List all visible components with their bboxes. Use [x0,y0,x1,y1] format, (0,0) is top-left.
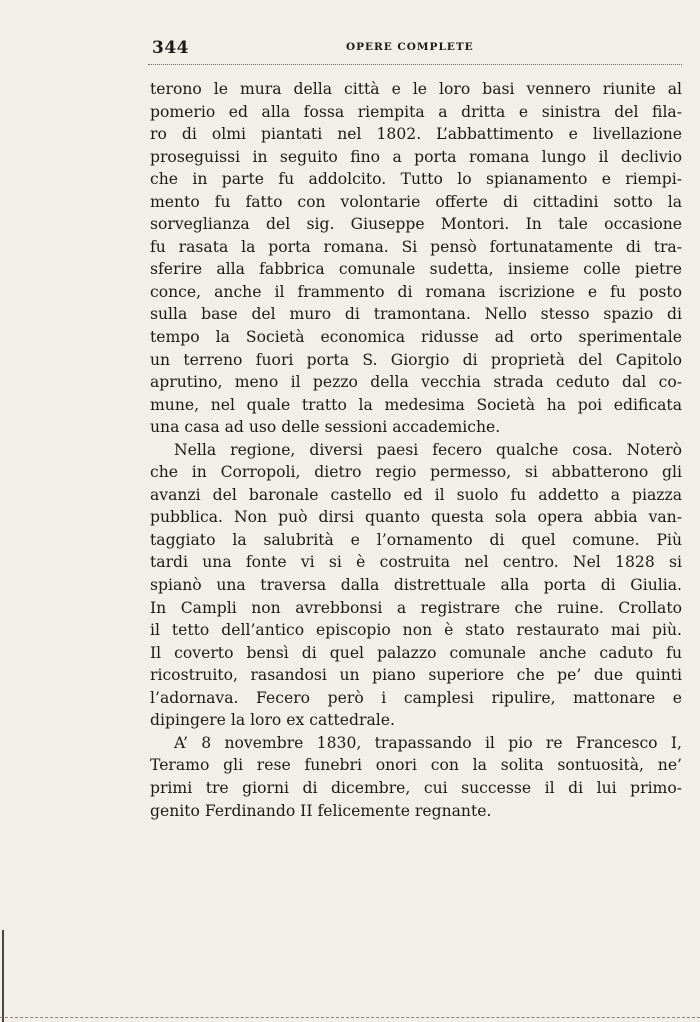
text-line: il tetto dell’antico episcopio non è stato restaurato mai più. [150,621,682,640]
text-line: avanzi del baronale castello ed il suolo fu addetto a piazza [150,485,682,504]
page-edge-mark [2,930,4,1022]
text-line: che in Corropoli, dietro regio permesso, si abbatterono gli [150,463,682,482]
text-line: pubblica. Non può dirsi quanto questa sola opera abbia van- [150,508,682,527]
text-line: taggiato la salubrità e l’ornamento di quel comune. Più [150,530,682,549]
paragraph [150,78,682,439]
text-line: sferire alla fabbrica comunale sudetta, insieme colle pietre [150,260,682,279]
text-line: Nella regione, diversi paesi fecero qualche cosa. Noterò [174,440,682,459]
text-line: spianò una traversa dalla distrettuale alla porta di Giulia. [150,576,682,595]
text-line: una casa ad uso delle sessioni accademiche. [150,418,501,437]
body-text [150,78,682,822]
text-line: pomerio ed alla fossa riempita a dritta e sinistra del fila- [150,102,682,121]
text-line: conce, anche il frammento di romana iscrizione e fu posto [150,282,682,301]
text-line: mento fu fatto con volontarie offerte di cittadini sotto la [150,192,682,211]
text-line: sulla base del muro di tramontana. Nello stesso spazio di [150,305,682,324]
text-line: proseguissi in seguito fino a porta romana lungo il declivio [150,147,682,166]
text-line: In Campli non avrebbonsi a registrare che ruine. Crollato [150,598,682,617]
paragraph [150,732,682,822]
text-line: l’adornava. Fecero però i camplesi ripulire, mattonare e [150,688,682,707]
page-bottom-edge [0,1016,700,1018]
text-line: aprutino, meno il pezzo della vecchia strada ceduto dal co- [150,373,682,392]
text-line: genito Ferdinando II felicemente regnante. [150,801,492,820]
text-line: tempo la Società economica ridusse ad orto sperimentale [150,328,682,347]
text-line: tardi una fonte vi si è costruita nel centro. Nel 1828 si [150,553,682,572]
running-title: OPERE COMPLETE [346,41,474,53]
text-line: sorveglianza del sig. Giuseppe Montori. In tale occasione [150,215,682,234]
text-line: ro di olmi piantati nel 1802. L’abbattimento e livellazione [150,125,682,144]
paragraph [150,439,682,732]
text-line: mune, nel quale tratto la medesima Società ha poi edificata [150,395,682,414]
text-line: primi tre giorni di dicembre, cui successe il di lui primo- [150,778,682,797]
text-line: fu rasata la porta romana. Si pensò fortunatamente di tra- [150,237,682,256]
text-line: ricostruito, rasandosi un piano superiore che pe’ due quinti [150,666,682,685]
text-line: Il coverto bensì di quel palazzo comunale anche caduto fu [150,643,682,662]
page-header [148,38,682,65]
text-line: A’ 8 novembre 1830, trapassando il pio re Francesco I, [174,733,682,752]
text-line: Teramo gli rese funebri onori con la solita sontuosità, ne’ [150,756,682,775]
text-line: dipingere la loro ex cattedrale. [150,711,395,730]
page-number: 344 [152,38,189,58]
text-line: che in parte fu addolcito. Tutto lo spianamento e riempi- [150,170,682,189]
text-line: un terreno fuori porta S. Giorgio di proprietà del Capitolo [150,350,682,369]
text-line: terono le mura della città e le loro basi vennero riunite al [150,80,682,98]
